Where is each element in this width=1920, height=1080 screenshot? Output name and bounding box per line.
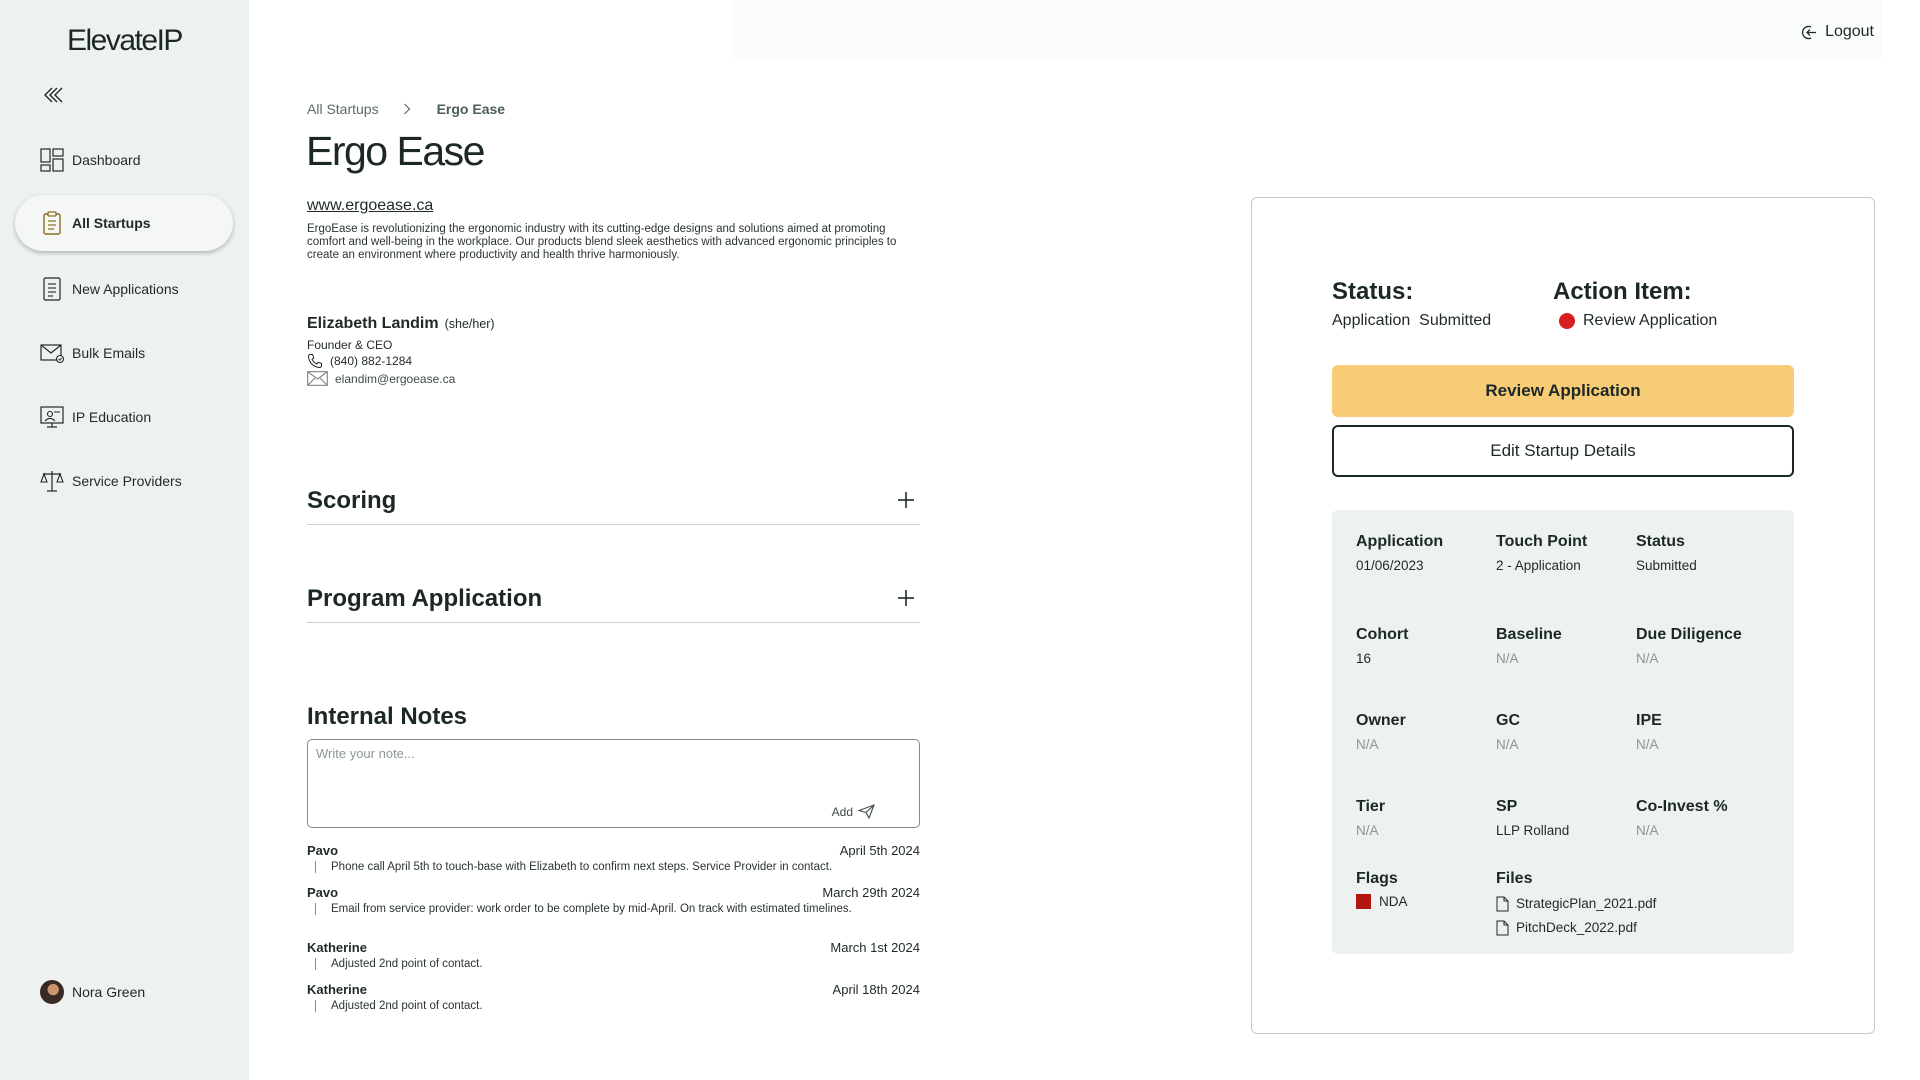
field-ipe — [1636, 711, 1662, 753]
field-label: Files — [1496, 870, 1533, 887]
envelope-icon — [39, 340, 65, 366]
document-icon — [39, 276, 65, 302]
contact-role: Founder & CEO — [307, 338, 393, 352]
sidebar-item-label: Dashboard — [72, 152, 141, 168]
field-status — [1636, 532, 1697, 574]
action-item-value — [1559, 312, 1717, 330]
sidebar-item-all-startups[interactable] — [15, 195, 233, 251]
note-text: Email from service provider: work order to be complete by mid-April. On track with estimated timelines. — [315, 903, 920, 915]
sidebar-item-new-applications[interactable] — [15, 261, 233, 317]
contact-email[interactable] — [307, 371, 455, 386]
startup-details-card — [1332, 510, 1794, 954]
field-label: Application — [1356, 533, 1444, 550]
action-item-text: Review Application — [1583, 312, 1718, 329]
file-icon — [1496, 920, 1509, 936]
field-label: Co-Invest % — [1636, 798, 1728, 815]
note-date: April 5th 2024 — [839, 843, 920, 858]
note-author: Katherine — [307, 940, 367, 955]
breadcrumb-all-startups[interactable]: All Startups — [307, 101, 379, 117]
contact-phone-text: (840) 882-1284 — [330, 354, 413, 368]
contact-name-text: Elizabeth Landim — [307, 315, 439, 332]
logout-icon — [1801, 24, 1818, 41]
sidebar-item-service-providers[interactable] — [15, 453, 233, 509]
flag-text: NDA — [1379, 894, 1408, 909]
field-sp — [1496, 797, 1569, 839]
breadcrumb — [307, 101, 505, 117]
field-label: Owner — [1356, 712, 1406, 729]
contact-phone[interactable] — [307, 353, 412, 369]
plus-icon[interactable] — [897, 491, 915, 509]
scoring-accordion[interactable] — [307, 473, 920, 525]
action-item-label: Action Item: — [1553, 278, 1692, 305]
app-logo[interactable]: ElevateIP — [67, 24, 182, 57]
dashboard-icon — [39, 147, 65, 173]
send-icon — [858, 804, 875, 819]
presentation-icon — [39, 404, 65, 430]
note-item — [307, 982, 920, 1012]
logout-label: Logout — [1825, 23, 1874, 40]
note-date: March 1st 2024 — [830, 940, 920, 955]
note-author: Pavo — [307, 843, 339, 858]
chevron-right-icon — [403, 103, 411, 115]
startup-website-link[interactable]: www.ergoease.ca — [307, 197, 434, 214]
contact-email-text: elandim@ergoease.ca — [335, 371, 456, 386]
field-owner — [1356, 711, 1406, 753]
sidebar-item-bulk-emails[interactable] — [15, 325, 233, 381]
field-flags — [1356, 869, 1408, 909]
field-label: IPE — [1636, 712, 1662, 729]
startup-status-panel — [1251, 197, 1875, 1034]
sidebar-item-ip-education[interactable] — [15, 389, 233, 445]
field-label: Flags — [1356, 870, 1398, 887]
note-date: March 29th 2024 — [822, 885, 920, 900]
field-label: Status — [1636, 533, 1685, 550]
add-note-label: Add — [831, 804, 853, 819]
field-label: Tier — [1356, 798, 1386, 815]
file-link[interactable] — [1496, 918, 1656, 937]
note-text: Phone call April 5th to touch-base with Elizabeth to confirm next steps. Service Provider in contact. — [315, 861, 920, 873]
plus-icon[interactable] — [897, 589, 915, 607]
note-author: Katherine — [307, 982, 367, 997]
field-application — [1356, 532, 1443, 574]
field-value: N/A — [1496, 737, 1519, 752]
sidebar-item-label: Service Providers — [72, 473, 182, 489]
clipboard-icon — [39, 210, 65, 236]
flag-color-swatch — [1356, 894, 1371, 909]
file-name: StrategicPlan_2021.pdf — [1516, 896, 1657, 911]
sidebar-item-label: IP Education — [72, 409, 152, 425]
user-name: Nora Green — [72, 984, 146, 1000]
field-tier — [1356, 797, 1385, 839]
field-value: 2 - Application — [1496, 558, 1581, 573]
field-value: LLP Rolland — [1496, 823, 1570, 838]
status-label: Status: — [1332, 278, 1414, 305]
file-icon — [1496, 896, 1509, 912]
field-baseline — [1496, 625, 1562, 667]
field-gc — [1496, 711, 1520, 753]
contact-pronouns: (she/her) — [444, 317, 495, 331]
edit-startup-details-button[interactable]: Edit Startup Details — [1332, 425, 1794, 477]
field-value: 16 — [1356, 651, 1372, 666]
field-co-invest — [1636, 797, 1728, 839]
note-text: Adjusted 2nd point of contact. — [315, 1000, 920, 1012]
note-text: Adjusted 2nd point of contact. — [315, 958, 920, 970]
note-item — [307, 885, 920, 915]
program-application-accordion[interactable] — [307, 571, 920, 623]
note-date: April 18th 2024 — [832, 982, 920, 997]
alert-dot — [1559, 313, 1575, 329]
sidebar-item-dashboard[interactable] — [15, 132, 233, 188]
field-value: N/A — [1496, 651, 1519, 666]
field-label: SP — [1496, 798, 1518, 815]
user-profile[interactable] — [40, 980, 145, 1004]
page-title: Ergo Ease — [306, 128, 484, 174]
program-application-title: Program Application — [307, 585, 543, 612]
add-note-button[interactable] — [832, 804, 875, 819]
field-touch-point — [1496, 532, 1587, 574]
field-value: N/A — [1636, 823, 1659, 838]
field-label: Due Diligence — [1636, 626, 1742, 643]
collapse-sidebar-icon[interactable] — [40, 84, 66, 106]
field-value: 01/06/2023 — [1356, 558, 1424, 573]
scoring-title: Scoring — [307, 487, 397, 514]
sidebar-item-label: Bulk Emails — [72, 345, 146, 361]
field-label: Baseline — [1496, 626, 1562, 643]
sidebar — [0, 0, 249, 1080]
sidebar-item-label: All Startups — [72, 215, 151, 231]
note-item — [307, 843, 920, 873]
field-value: Submitted — [1636, 558, 1697, 573]
contact-name — [307, 315, 495, 333]
field-label: GC — [1496, 712, 1520, 729]
field-value: N/A — [1636, 737, 1659, 752]
breadcrumb-current: Ergo Ease — [436, 101, 506, 117]
status-value: Application Submitted — [1332, 312, 1492, 329]
field-cohort — [1356, 625, 1408, 667]
note-item — [307, 940, 920, 970]
top-bar — [732, 0, 1882, 60]
startup-description: ErgoEase is revolutionizing the ergonomic industry with its cutting-edge designs and solutions aimed at promoting comfort and well-being in the workplace. Our products blend sleek aesthetics with advanced ergonomic principles to create an environment where productivity and health thrive harmoniously. — [307, 223, 897, 261]
sidebar-item-label: New Applications — [72, 281, 179, 297]
file-link[interactable] — [1496, 894, 1656, 913]
field-files — [1496, 869, 1656, 937]
field-label: Cohort — [1356, 626, 1409, 643]
note-composer — [307, 739, 920, 828]
note-author: Pavo — [307, 885, 339, 900]
note-input[interactable] — [316, 746, 906, 786]
field-due-diligence — [1636, 625, 1742, 667]
envelope-icon — [307, 371, 328, 386]
field-label: Touch Point — [1496, 533, 1588, 550]
flag-item — [1356, 894, 1408, 909]
field-value: N/A — [1636, 651, 1659, 666]
field-value: N/A — [1356, 737, 1379, 752]
scales-icon — [39, 468, 65, 494]
avatar — [40, 980, 64, 1004]
field-value: N/A — [1356, 823, 1379, 838]
review-application-button[interactable]: Review Application — [1332, 365, 1794, 417]
internal-notes-title: Internal Notes — [307, 703, 468, 730]
phone-icon — [307, 353, 323, 369]
file-name: PitchDeck_2022.pdf — [1516, 920, 1637, 935]
logout-button[interactable] — [1801, 23, 1874, 41]
